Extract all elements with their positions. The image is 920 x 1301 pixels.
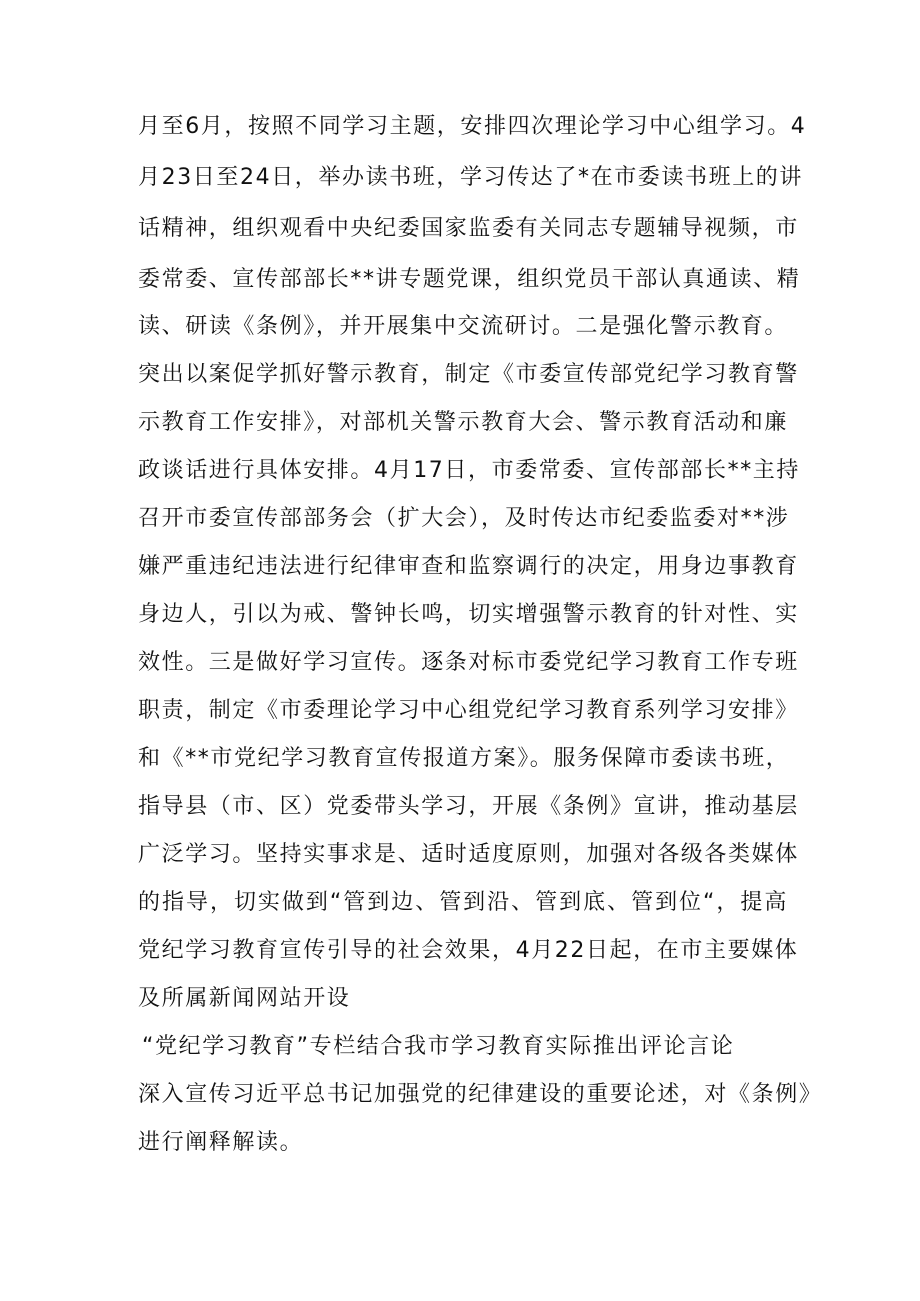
body-text-line: 月23日至24日，举办读书班，学习传达了*在市委读书班上的讲 <box>138 165 803 190</box>
body-text-line: 召开市委宣传部部务会（扩大会），及时传达市纪委监委对**涉 <box>138 506 790 531</box>
body-text-line: 读、研读《条例》，并开展集中交流研讨。二是强化警示教育。 <box>138 314 788 339</box>
body-text-line: 身边人，引以为戒、警钟长鸣，切实增强警示教育的针对性、实 <box>138 602 799 627</box>
body-text-line: 月至6月，按照不同学习主题，安排四次理论学习中心组学习。4 <box>138 114 807 139</box>
body-text-line: 话精神，组织观看中央纪委国家监委有关同志专题辅导视频，市 <box>138 216 799 241</box>
body-text-line: 进行阐释解读。 <box>138 1130 304 1155</box>
body-text-line: 政谈话进行具体安排。4月17日，市委常委、宣传部部长**主持 <box>138 458 800 483</box>
body-text-line: 效性。三是做好学习宣传。逐条对标市委党纪学习教育工作专班 <box>138 650 799 675</box>
body-text-line: 的指导，切实做到“管到边、管到沿、管到底、管到位“，提高 <box>138 890 788 915</box>
body-text-line: 突出以案促学抓好警示教育，制定《市委宣传部党纪学习教育警 <box>138 362 799 387</box>
body-text-line: 职责，制定《市委理论学习中心组党纪学习教育系列学习安排》 <box>138 698 799 723</box>
body-text-line: “党纪学习教育”专栏结合我市学习教育实际推出评论言论 <box>142 1034 735 1059</box>
body-text-line: 和《**市党纪学习教育宣传报道方案》。服务保障市委读书班， <box>138 746 790 771</box>
body-text-line: 党纪学习教育宣传引导的社会效果，4月22日起，在市主要媒体 <box>138 938 799 963</box>
body-text-line: 委常委、宣传部部长**讲专题党课，组织党员干部认真通读、精 <box>138 267 801 292</box>
body-text-line: 深入宣传习近平总书记加强党的纪律建设的重要论述，对《条例》 <box>138 1082 823 1107</box>
body-text-line: 示教育工作安排》，对部机关警示教育大会、警示教育活动和廉 <box>138 410 788 435</box>
body-text-line: 广泛学习。坚持实事求是、适时适度原则，加强对各级各类媒体 <box>138 842 799 867</box>
body-text-line: 嫌严重违纪违法进行纪律审查和监察调行的决定，用身边事教育 <box>138 554 799 579</box>
body-text-line: 指导县（市、区）党委带头学习，开展《条例》宣讲，推动基层 <box>138 794 799 819</box>
body-text-line: 及所属新闻网站开设 <box>138 986 351 1011</box>
